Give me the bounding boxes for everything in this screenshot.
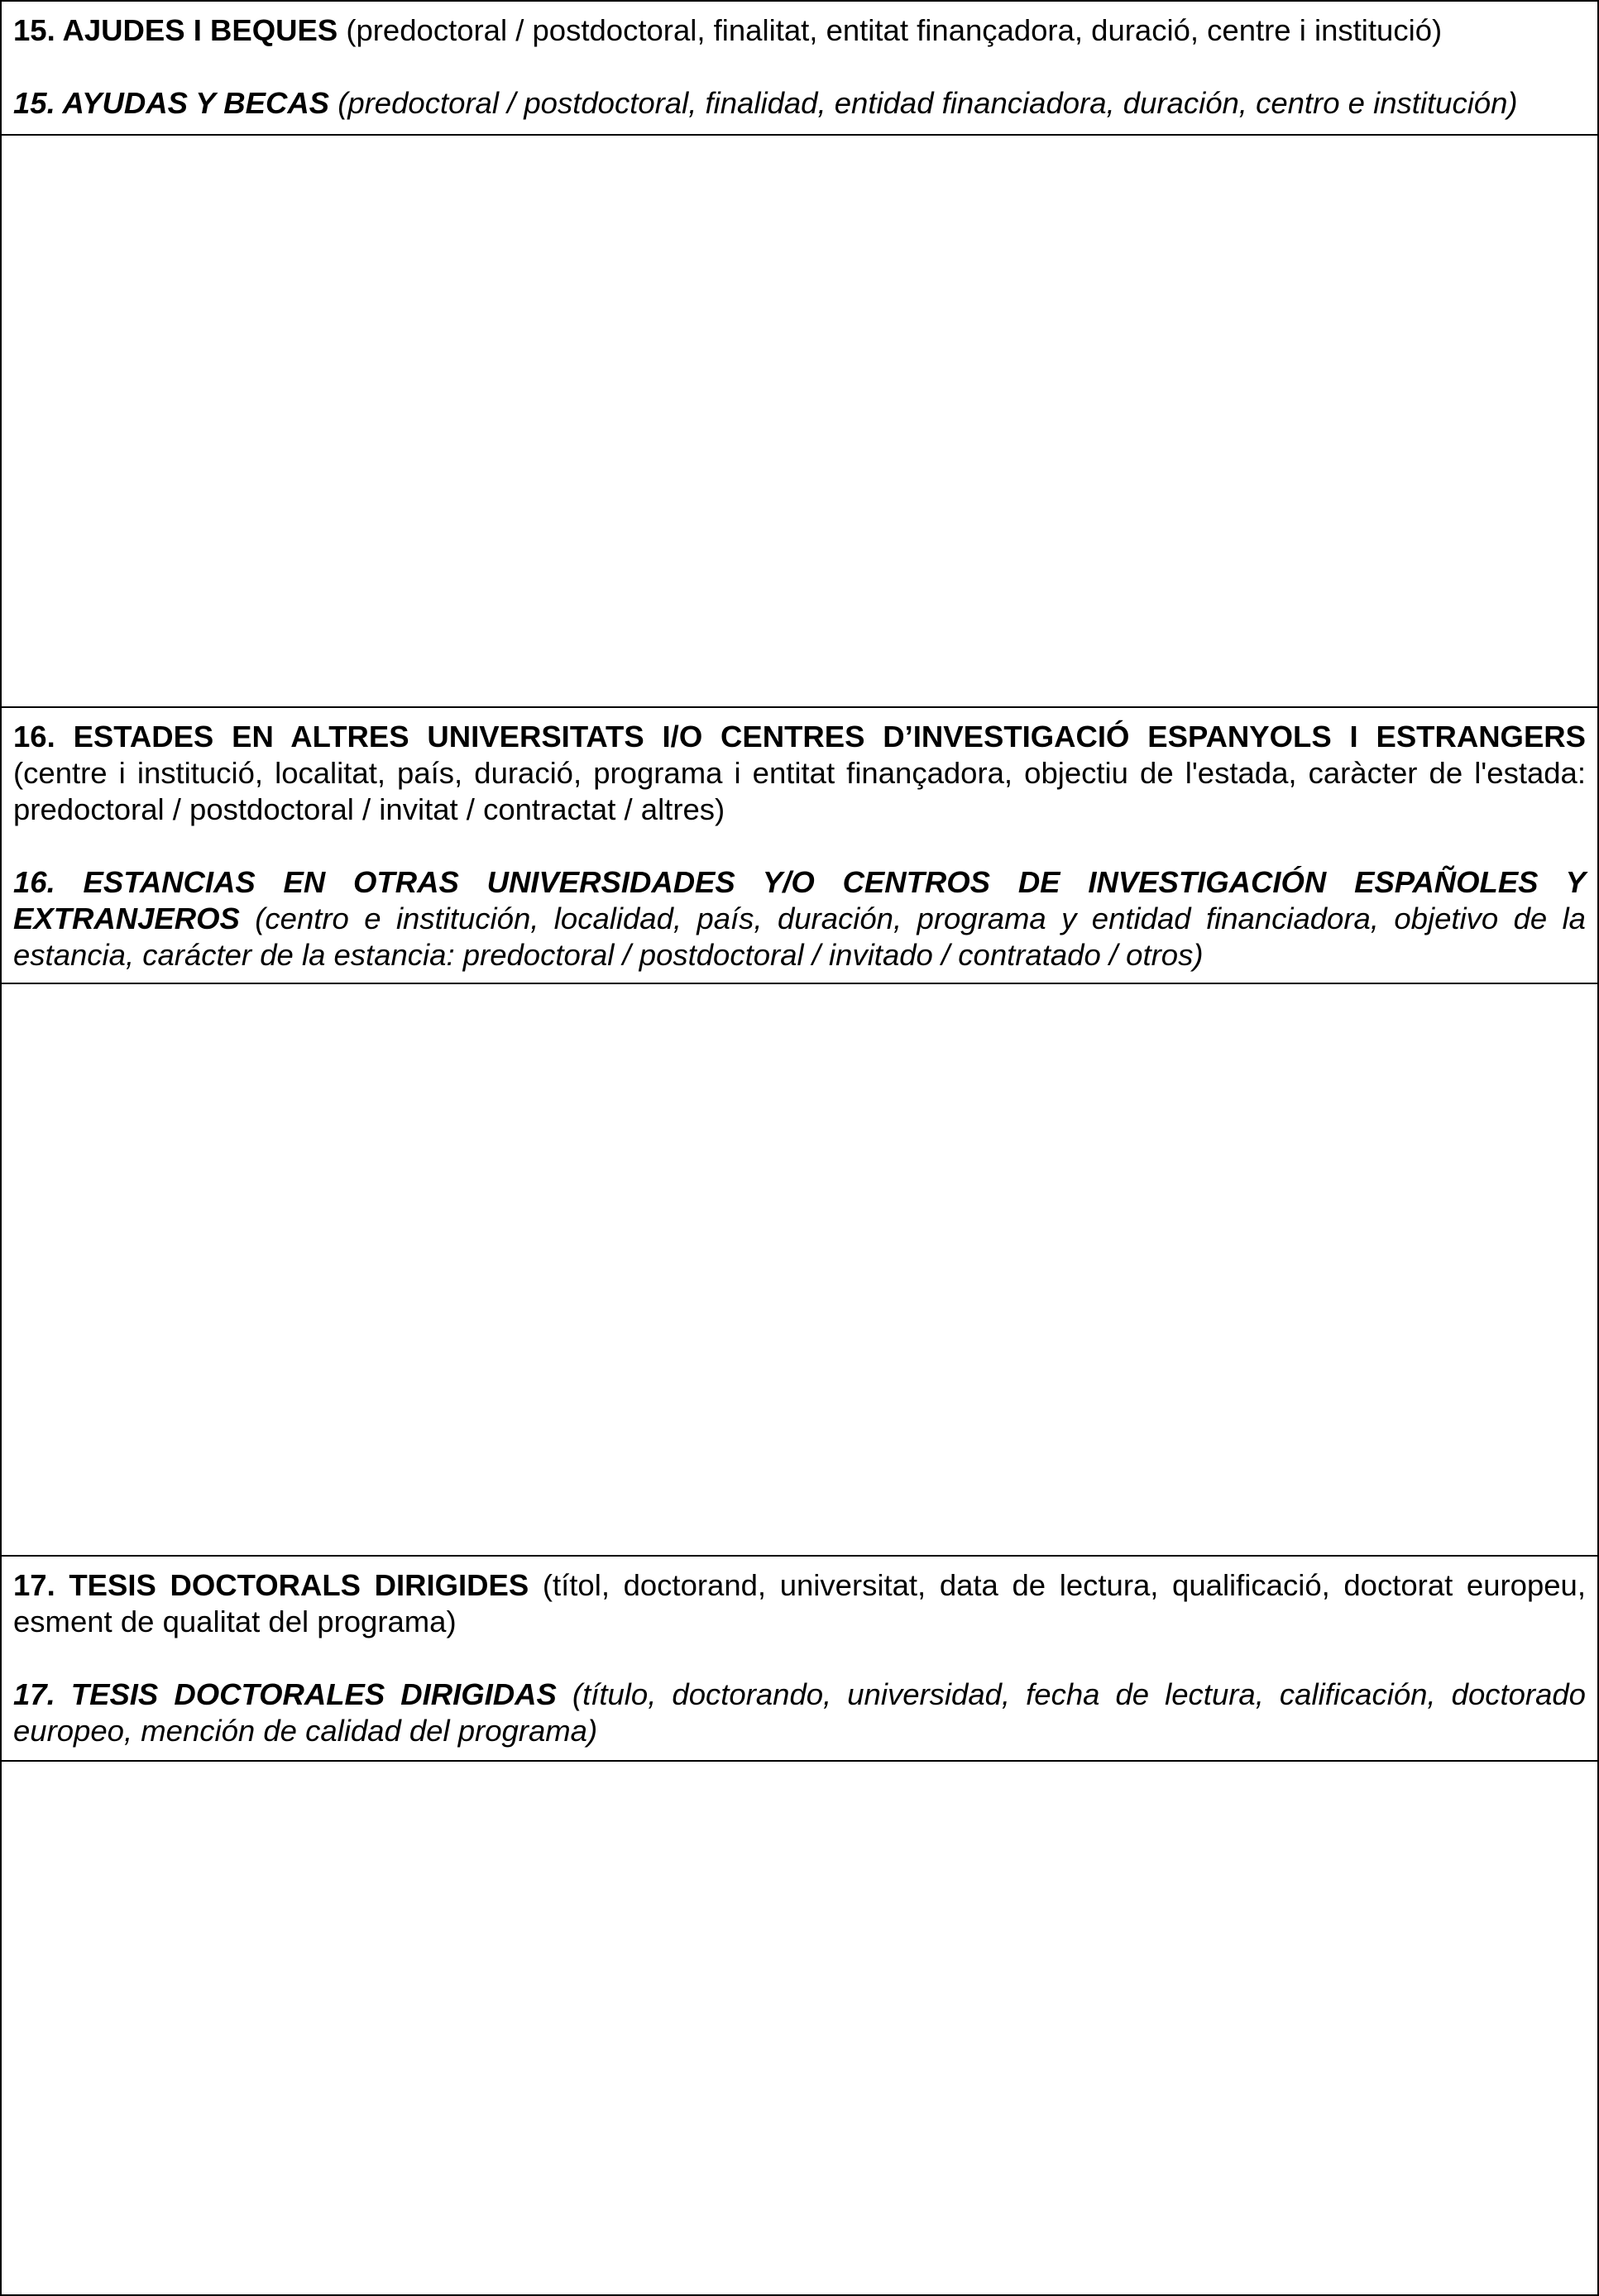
section-15-spanish-heading <box>13 85 1586 122</box>
section-15-spanish-title: 15. AYUDAS Y BECAS <box>13 86 330 120</box>
section-16-input[interactable] <box>2 984 1597 1555</box>
section-15-header <box>2 2 1597 134</box>
section-17-spanish-title: 17. TESIS DOCTORALES DIRIGIDAS <box>13 1677 557 1711</box>
section-17-catalan-description: (títol, doctorand, universitat, data de lectura, qualificació, doctorat europeu, esment de qualitat del programa) <box>13 1568 1586 1638</box>
section-17-spanish-description: (título, doctorando, universidad, fecha de lectura, calificación, doctorado europeo, mención de calidad del programa) <box>13 1677 1586 1748</box>
section-16-spanish-title: 16. ESTANCIAS EN OTRAS UNIVERSIDADES Y/O CENTROS DE INVESTIGACIÓN ESPAÑOLES Y EXTRANJEROS <box>13 865 1586 935</box>
section-15-spanish-description: (predoctoral / postdoctoral, finalidad, entidad financiadora, duración, centro e institución) <box>338 86 1518 120</box>
section-15-entry-area[interactable] <box>2 134 1597 706</box>
section-15-catalan-title: 15. AJUDES I BEQUES <box>13 13 338 47</box>
section-15-catalan-description: (predoctoral / postdoctoral, finalitat, entitat finançadora, duració, centre i institució) <box>346 13 1443 47</box>
section-15-catalan-heading <box>13 12 1586 49</box>
section-16-spanish-heading <box>13 864 1586 973</box>
section-17-entry-area[interactable] <box>2 1760 1597 2294</box>
section-16-entry-area[interactable] <box>2 983 1597 1555</box>
section-17-catalan-title: 17. TESIS DOCTORALS DIRIGIDES <box>13 1568 529 1602</box>
section-17-header <box>2 1555 1597 1760</box>
section-17-catalan-heading <box>13 1567 1586 1640</box>
section-16-spanish-description: (centro e institución, localidad, país, duración, programa y entidad financiadora, objetivo de la estancia, carácter de la estancia: predoctoral / postdoctoral / invitado / contratado / otros) <box>13 902 1586 972</box>
section-17-spanish-heading <box>13 1677 1586 1749</box>
section-16-header <box>2 706 1597 983</box>
section-15-input[interactable] <box>2 136 1597 706</box>
section-16-catalan-heading <box>13 719 1586 828</box>
section-16-catalan-title: 16. ESTADES EN ALTRES UNIVERSITATS I/O CENTRES D’INVESTIGACIÓ ESPANYOLS I ESTRANGERS <box>13 720 1586 753</box>
section-16-catalan-description: (centre i institució, localitat, país, duració, programa i entitat finançadora, objectiu de l'estada, caràcter de l'estada: predoctoral / postdoctoral / invitat / contractat / altres) <box>13 756 1586 826</box>
section-17-input[interactable] <box>2 1762 1597 2294</box>
